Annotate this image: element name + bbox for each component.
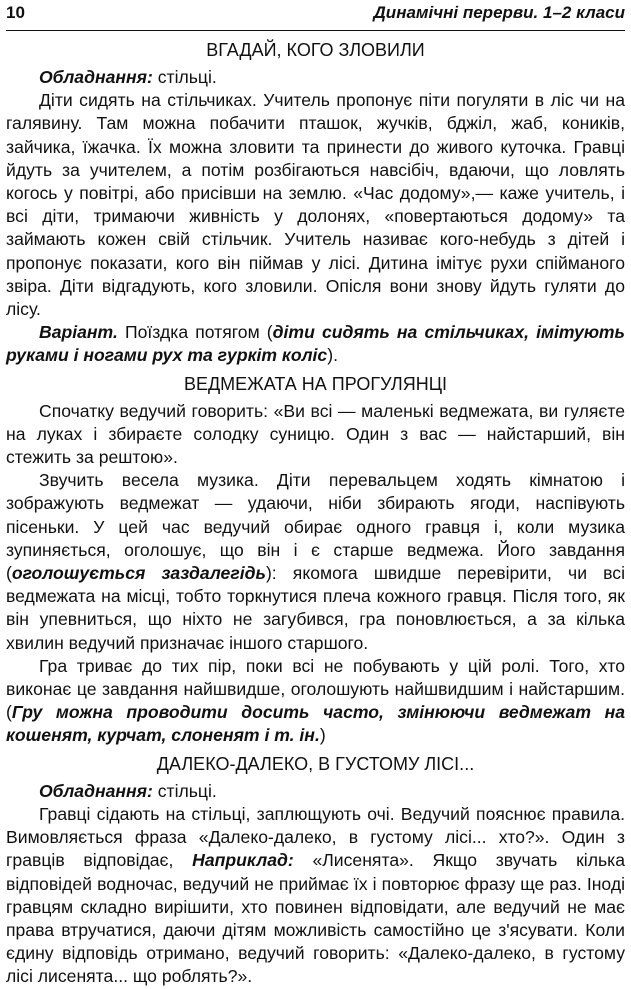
variant-label: Варіант. bbox=[39, 322, 118, 343]
equipment-text: стільці. bbox=[152, 780, 217, 801]
italic-note: Наприклад: bbox=[192, 850, 294, 871]
equipment-line bbox=[6, 780, 625, 803]
paragraph: Діти сидять на стільчиках. Учитель пропонує піти погуляти в ліс чи на галявину. Там можна побачити пташок, жучків, бджіл, жаб, коників, зайчика, їжачка. Їх можна зловити та принести до живого куточка. Гравці йдуть за учителем, а потім розбігаються навсібіч, вдаючи, що ловлять когось у повітрі, або присівши на землю. «Час додому»,— каже учитель, і всі діти, тримаючи живність у долонях, «повертаються додому» та займають кожен свій стільчик. Учитель називає кого-небудь з дітей і пропонує показати, кого він піймав у лісі. Дитина імітує рухи спійманого звіра. Діти відгадують, кого зловили. Опісля вони знову йдуть гуляти до лісу. bbox=[6, 90, 625, 320]
equipment-label: Обладнання: bbox=[39, 780, 153, 801]
text: ): якомога швидше перевірити, чи всі ведмежата на місці, тобто торкнутися плеча кожного гравця. Після того, як він упевниться, що ніхто не загубився, гра поновлюється, а за кілька хвилин ведучий призначає іншого старшого. bbox=[6, 563, 625, 653]
game-section-3 bbox=[6, 752, 625, 989]
text: «Лисенята». Якщо звучать кілька відповідей водночас, ведучий не приймає їх і повторює фразу ще раз. Іноді гравцям складно вирішити, хто повинен відповідати, але ведучий не має права втручатися, даючи дітям можливість самостійно це з'ясувати. Коли єдину відповідь отримано, ведучий говорить: «Далеко-далеко, в густому лісі лисенята... що роблять?». bbox=[6, 850, 625, 987]
variant-italic: діти сидять на стільчиках, імітують руками і ногами рух та гуркіт коліс bbox=[6, 322, 625, 366]
text: Звучить весела музика. Діти перевальцем ходять кімнатою і зображують ведмежат — удаючи, ніби збирають ягоди, наспівують пісеньки. У цей час ведучий обирає одного гравця і, коли музика зупиняється, оголошує, що він і є старше ведмежа. Його завдання ( bbox=[6, 470, 625, 584]
page-content bbox=[6, 38, 625, 989]
variant-end: ). bbox=[327, 345, 338, 366]
variant-text: Поїздка потягом ( bbox=[117, 322, 273, 343]
game-section-2 bbox=[6, 372, 625, 748]
section-title: ВЕДМЕЖАТА НА ПРОГУЛЯНЦІ bbox=[183, 373, 448, 394]
italic-note: Гру можна проводити досить часто, змінюючи ведмежат на кошенят, курчат, слоненят і т. ін. bbox=[6, 702, 625, 746]
italic-note: оголошується заздалегідь bbox=[11, 563, 266, 584]
section-title: ДАЛЕКО-ДАЛЕКО, В ГУСТОМУ ЛІСІ... bbox=[156, 753, 475, 774]
paragraph bbox=[6, 803, 625, 989]
paragraph bbox=[6, 469, 625, 655]
equipment-line bbox=[6, 66, 625, 89]
paragraph bbox=[6, 655, 625, 748]
section-title: ВГАДАЙ, КОГО ЗЛОВИЛИ bbox=[206, 40, 425, 60]
game-section-1 bbox=[6, 38, 625, 368]
equipment-label: Обладнання: bbox=[39, 67, 153, 87]
equipment-text: стільці. bbox=[152, 67, 217, 87]
text: Гравці сідають на стільці, заплющують очі. Ведучий пояснює правила. Вимовляється фраза «Далеко-далеко, в густому лісі... хто?». Один з гравців відповідає, bbox=[6, 803, 625, 871]
paragraph: Спочатку ведучий говорить: «Ви всі — маленькі ведмежата, ви гуляєте на луках і збираєте солодку суницю. Один з вас — найстарший, він стежить за рештою». bbox=[6, 400, 625, 468]
variant-paragraph bbox=[6, 321, 625, 367]
page-header bbox=[6, 0, 625, 31]
text: ) bbox=[319, 725, 326, 746]
text: Гра триває до тих пір, поки всі не побувають у цій ролі. Того, хто виконає це завдання найшвидше, оголошують найшвидшим і найстаршим. ( bbox=[6, 655, 625, 723]
running-title: Динамічні перерви. 1–2 класи bbox=[373, 3, 625, 22]
page-number: 10 bbox=[6, 3, 25, 22]
